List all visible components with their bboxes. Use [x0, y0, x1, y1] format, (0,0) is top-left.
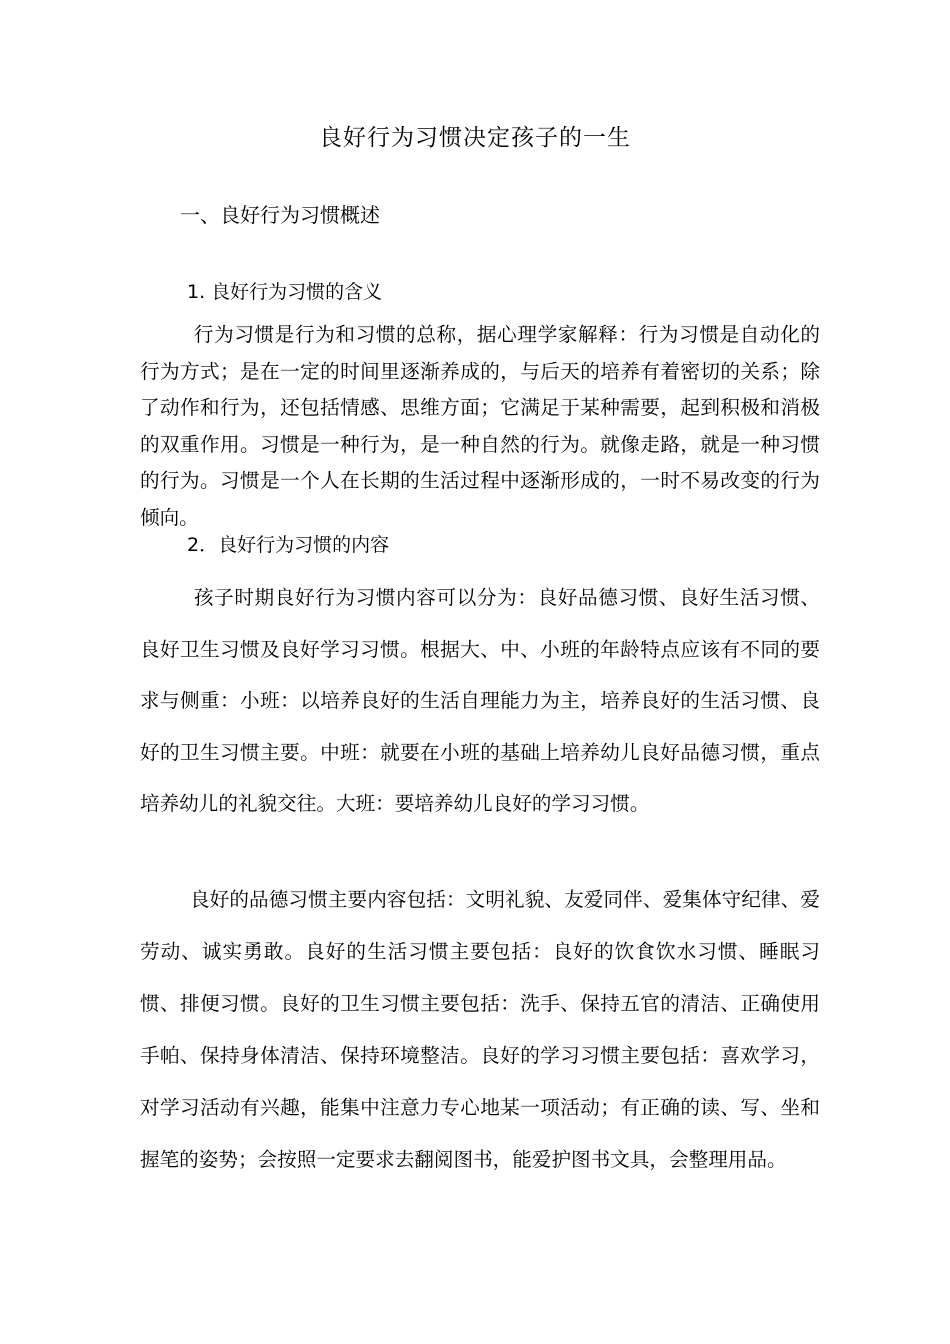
paragraph-content-categories: 孩子时期良好行为习惯内容可以分为：良好品德习惯、良好生活习惯、良好卫生习惯及良好学习习惯。根据大、中、小班的年龄特点应该有不同的要求与侧重：小班：以培养良好的生活自理能力为主，培养良好的生活习惯、良好的卫生习惯主要。中班：就要在小班的基础上培养幼儿良好品德习惯，重点培养幼儿的礼貌交往。大班：要培养幼儿良好的学习习惯。 — [140, 586, 820, 815]
paragraph-meaning: 行为习惯是行为和习惯的总称，据心理学家解释：行为习惯是自动化的行为方式；是在一定的时间里逐渐养成的，与后天的培养有着密切的关系；除了动作和行为，还包括情感、思维方面；它满足于某种需要，起到积极和消极的双重作用。习惯是一种行为，是一种自然的行为。就像走路，就是一种习惯的行为。习惯是一个人在长期的生活过程中逐渐形成的，一时不易改变的行为倾向。 — [140, 323, 820, 529]
subsection-heading-content: 2．良好行为习惯的内容 — [187, 534, 390, 556]
section-heading-overview: 一、良好行为习惯概述 — [180, 203, 380, 227]
paragraph-content-details: 良好的品德习惯主要内容包括：文明礼貌、友爱同伴、爱集体守纪律、爱劳动、诚实勇敢。良好的生活习惯主要包括：良好的饮食饮水习惯、睡眠习惯、排便习惯。良好的卫生习惯主要包括：洗手、保持五官的清洁、正确使用手帕、保持身体清洁、保持环境整洁。良好的学习习惯主要包括：喜欢学习，对学习活动有兴趣，能集中注意力专心地某一项活动；有正确的读、写、坐和握笔的姿势；会按照一定要求去翻阅图书，能爱护图书文具，会整理用品。 — [140, 888, 820, 1171]
document-title: 良好行为习惯决定孩子的一生 — [319, 125, 631, 151]
subsection-heading-meaning: 1. 良好行为习惯的含义 — [187, 281, 383, 303]
